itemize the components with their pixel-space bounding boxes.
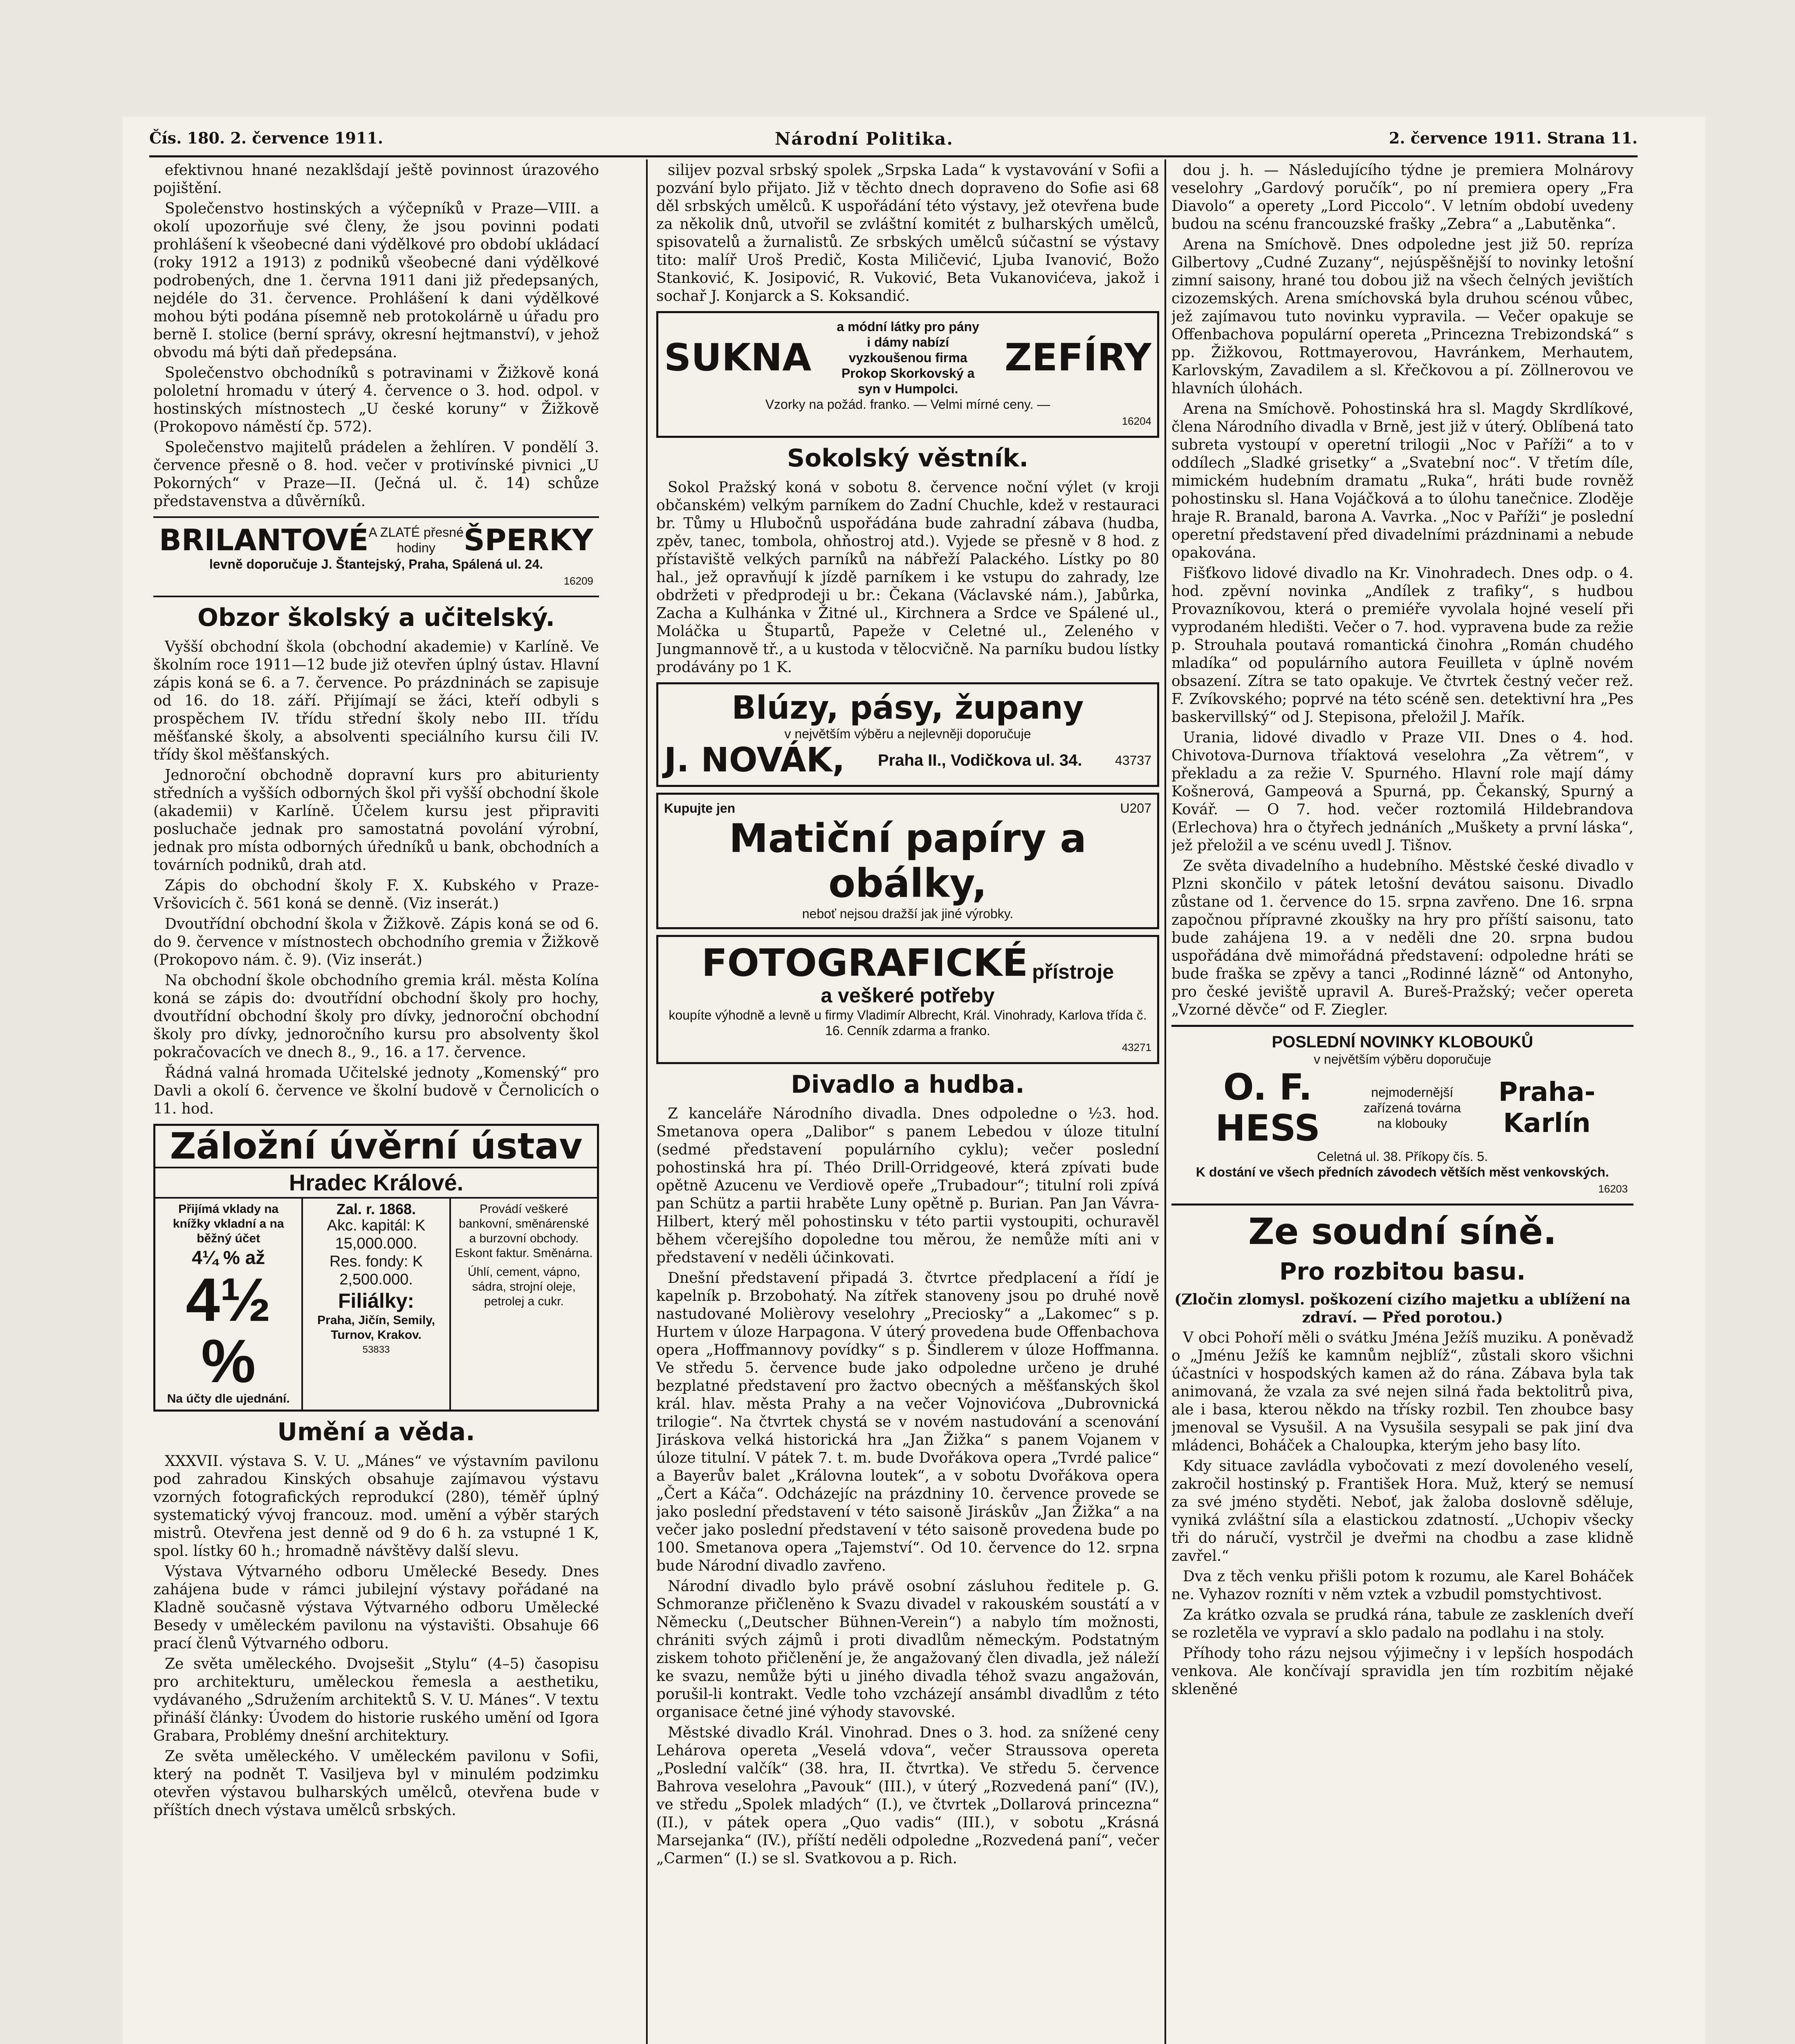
page-header	[149, 129, 1638, 154]
article-headline: Pro rozbitou basu.	[1279, 1257, 1526, 1285]
ad-hess-city: Praha-Karlín	[1498, 1077, 1595, 1139]
ad-foto-line: koupíte výhodně a levně u firmy Vladimír Albrecht, Král. Vinohrady, Karlova třída č. 16. Cenník zdarma a franko.	[669, 1008, 1147, 1038]
article-paragraph: silijev pozval srbský spolek „Srpska Lada“ k vystavování v Sofii a pozvání bylo přijato. Již v těchto dnech dopraveno do Sofie asi 68 děl srbských umělců. K uspořádání této výstavy, jež otevřena bude za několik dnů, utvořil se zvláštní komitét z bulharských umělců, spisovatelů a žurnalistů. Ze srbských umělců súčastní se výstavy tito: malíř Uroš Predič, Kosta Miličević, Ljuba Ivanović, Božo Stanković, K. Josipović, R. Vuković, Beta Vukanovićeva, jakož i sochař J. Konjarck a S. Koksandić.	[656, 162, 1159, 305]
ad-zalozni-accounts: Na účty dle ujednání.	[167, 1392, 290, 1405]
header-rule	[149, 155, 1638, 157]
article-paragraph: Vyšší obchodní škola (obchodní akademie) v Karlíně. Ve školním roce 1911—12 bude již otevřen úplný ústav. Hlavní zápis koná se 6. a 7. července. Po prázdninách se zapisuje od 16. do 18. září. Přijímají se žáci, kteří odbyli s prospěchem IV. třídu střední školy nebo III. třídu měšťanské školy, a absolventi speciálního kursu čili IV. třídy škol měšťanských.	[153, 639, 599, 763]
article-paragraph: efektivnou hnané nezaklšdají ještě povinnost úrazového pojištění.	[153, 162, 599, 197]
ad-code: 16203	[1598, 1183, 1628, 1195]
column-2	[656, 161, 1159, 2044]
ad-zalozni-ustav	[153, 1124, 599, 1412]
ad-foto-title: FOTOGRAFICKÉ	[701, 941, 1028, 985]
ad-sukna-left: SUKNA	[664, 336, 812, 379]
article-paragraph: Výstava Výtvarného odboru Umělecké Besedy. Dnes zahájena bude v rámci jubilejní výstavy pořádané na Kladně současně výstava Výtvarného odboru Umělecké Besedy v uměleckém pavilonu na výstavišti. Obsahuje 66 prací členů Výtvarného odboru.	[153, 1563, 599, 1652]
ad-bluzy	[656, 682, 1159, 787]
article-lede: (Zločin zlomysl. poškození cizího majetku a ublížení na zdraví. — Před porotou.)	[1174, 1291, 1631, 1326]
ad-brilant-line: levně doporučuje J. Štantejský, Praha, Spálená ul. 24.	[209, 557, 543, 572]
ad-code: 16209	[563, 575, 593, 587]
ad-maticni-post: neboť nejsou dražší jak jiné výrobky.	[802, 906, 1014, 921]
ad-maticni	[656, 793, 1159, 929]
ad-bluzy-addr: Praha II., Vodičkova ul. 34.	[877, 751, 1082, 769]
ad-sukna-foot: Vzorky na požád. franko. — Velmi mírné ceny. —	[765, 397, 1050, 412]
column-1	[153, 161, 599, 2044]
ad-foto	[656, 935, 1159, 1064]
ad-hess	[1171, 1025, 1633, 1206]
ad-code: 16204	[1122, 415, 1151, 427]
article-paragraph: Společenstvo hostinských a výčepníků v Praze—VIII. a okolí upozorňuje své členy, že jsou povinni podati prohlášení k všeobecné dani výdělkové pro období ukládací (roky 1912 a 1913) z podniků všeobecné dani výdělkové podrobených, dne 1. června 1911 dani již předepsaných, nejdéle do 31. července. Prohlášení k dani výdělkové mohou býti podána písemně neb protokolárně u úřadu pro berně I. stolice (berní správy, okresní hejtmanství), v jehož obvodu má býti daň předepsána.	[153, 200, 599, 361]
ad-foto-title2: přístroje	[1032, 960, 1114, 983]
ad-zalozni-branches-title: Filiálky:	[338, 1289, 415, 1312]
article-paragraph: Sokol Pražský koná v sobotu 8. července noční výlet (v kroji občanském) velkým parníkem do Zadní Chuchle, kdež v restauraci br. Tůmy u Hlubočnů uspořádána bude zahradní zábava (hudba, zpěv, tanec, tombola, ohňostroj atd.). Vyjede se přesně v 8 hod. z přístaviště velkých parníků na nábřeží Palackého. Lístky po 80 hal., jež opravňují k jízdě parníkem i ke vstupu do zahrady, lze obdržeti v předprodeji u br.: Čekana (Václavské nám.), Jabůrka, Zacha a Kulhánka v Žitné ul., Kirchnera a Srdce ve Spálené ul., Moláčka u Štupartů, Papeže v Celetné ul., Zeleného v Jungmannově tř., a u kustoda v tělocvičně. Na parníku budou lístky prodávány po 1 K.	[656, 479, 1159, 676]
ad-zalozni-col-mid	[303, 1199, 451, 1410]
ad-brilant-right: ŠPERKY	[463, 523, 593, 557]
ad-zalozni-services: Provádí veškeré bankovní, směnárenské a burzovní obchody. Eskont faktur. Směnárna.	[455, 1202, 593, 1260]
ad-sukna-center: a módní látky pro pány i dámy nabízí vyzkoušenou firma Prokop Skorkovský a syn v Humpolci.	[837, 319, 979, 396]
ad-code: 43271	[1122, 1041, 1151, 1053]
ad-zalozni-code: 53833	[362, 1344, 390, 1355]
column-3	[1171, 161, 1633, 2044]
article-paragraph: Dva z těch venku přišli potom k rozumu, ale Karel Boháček ne. Vyhazov rozníti v něm vztek a vzbudil pomstychtivost.	[1171, 1568, 1633, 1603]
article-paragraph: Z kanceláře Národního divadla. Dnes odpoledne o ½3. hod. Smetanova opera „Dalibor“ s panem Lebedou v úloze titulní (sedmé představení populárního cyklu); večer poslední pohostinská hra pí. Théo Drill-Orridgeové, která zpívati bude opětně Azucenu ve Verdiově opeře „Trubadour“; titulní roli zpívá pan Schütz a partii hraběte Luny opětně p. Burian. Pan Jan Vávra-Hilbert, který měl pohostinsku v této partii vystoupiti, ochuravěl během včerejšího dopoledne tou měrou, že nemůže míti ani v představení v neděli účinkovati.	[656, 1105, 1159, 1266]
ad-hess-name: O. F. HESS	[1215, 1066, 1320, 1149]
article-paragraph: V obci Pohoří měli o svátku Jména Ježíš muziku. A poněvadž o „Jménu Ježíš ke kamnům nejblíž“, zůstali skoro všichni účastníci v hospodských kamen až do rána. Zábava byla tak animovaná, že vzala za své nejen silná řada bektolitrů piva, ale i basa, kterou někdo na třísky rozbil. Ten zhoubce basy jmenoval se Vysušil. A na Vysušila sesypali se pak jiní dva mládenci, Boháček a Chaloupka, kterým jeho basy líto.	[1171, 1329, 1633, 1454]
section-heading: Divadlo a hudba.	[791, 1070, 1025, 1099]
ad-brilant-mid: A ZLATÉ přesné hodiny	[368, 525, 464, 555]
ad-hess-top2: v největším výběru doporučuje	[1314, 1052, 1491, 1067]
header-left: Čís. 180. 2. července 1911.	[149, 129, 383, 147]
ad-zalozni-grid	[155, 1199, 597, 1410]
ad-sukna-right: ZEFÍRY	[1004, 336, 1151, 379]
section-heading: Sokolský věstník.	[787, 444, 1029, 473]
section-heading: Obzor školský a učitelský.	[197, 603, 555, 632]
ad-bluzy-line: v největším výběru a nejlevněji doporučuje	[784, 726, 1031, 741]
article-paragraph: Kdy situace zavládla vybočovati z mezí dovoleného veselí, zakročil hostinský p. František Hora. Muž, který se nemusí za své jméno styděti. Neboť, jak žaloba doslovně sděluje, vyniká zvláštní síla a elastickou zdatností. „Uchopiv všecky tři do náručí, vystrčil je dveřmi na chodbu a zase klidně zavřel.“	[1171, 1458, 1633, 1564]
ad-zalozni-title: Záložní úvěrní ústav	[155, 1126, 597, 1168]
article-paragraph: Řádná valná hromada Učitelské jednoty „Komenský“ pro Davli a okolí 6. července ve školní budově v Černolicích o 11. hod.	[153, 1065, 599, 1117]
ad-maticni-title: Matiční papíry a obálky,	[729, 816, 1086, 906]
ad-sukna	[656, 311, 1159, 438]
header-right: 2. července 1911. Strana 11.	[1389, 129, 1638, 147]
ad-hess-addr: Celetná ul. 38. Příkopy čís. 5.	[1317, 1149, 1488, 1164]
article-paragraph: Arena na Smíchově. Pohostinská hra sl. Magdy Skrdlíkové, člena Národního divadla v Brně, jest již v úterý. Oblíbená tato subreta vystoupí v operetní trilogii „Noc v Paříži“ a to v oddílech „Sladké grisetky“ a „Svatební noc“. V třetím díle, mimickém hudebním dramatu „Ruka“, hráti bude rovněž pohostinsku sl. Hana Vojáčková a to úlohu tanečnice. Zloděje hraje R. Branald, barona A. Vavrka. „Noc v Paříži“ je poslední operetní představení před divadelními prázdninami a nebude opakována.	[1171, 401, 1633, 561]
ad-zalozni-city: Hradec Králové.	[155, 1168, 597, 1199]
ad-foto-sub: a veškeré potřeby	[821, 984, 995, 1007]
ad-maticni-pre: Kupujte jen	[664, 801, 736, 816]
ad-code: 43737	[1115, 753, 1151, 768]
ad-zalozni-rate-big: 4½ %	[186, 1265, 271, 1395]
ad-bluzy-firm: J. NOVÁK,	[664, 741, 845, 780]
article-paragraph: Za krátko ozvala se prudká rána, tabule ze zaskleních dveří se rozletěla ve vypraví a sklo padalo na podlahu i na stoly.	[1171, 1607, 1633, 1641]
column-divider-1	[646, 159, 648, 2044]
ad-hess-top: POSLEDNÍ NOVINKY KLOBOUKŮ	[1272, 1033, 1533, 1051]
ad-brilant-left: BRILANTOVÉ	[159, 523, 369, 557]
article-paragraph: Fišťkovo lidové divadlo na Kr. Vinohradech. Dnes odp. o 4. hod. zpěvní novinka „Andílek z trafiky“, s hudbou Provazníkovou, která o premiéře vyvolala hojné veselí při vyprodaném hledišti. Večer o 7. hod. vypravena bude za režie p. Strouhala poutavá romantická činohra „Román chudého mladíka“ od populárního autora Feuilleta v úplně novém obsazení. Zítra se tato opakuje. Ve čtvrtek čestný večer rež. F. Zvíkovského; poprvé na této scéně sen. detektivní hra „Pes baskervillský“ od J. Stepisona, přeložil J. Mařík.	[1171, 565, 1633, 726]
article-paragraph: Ze světa divadelního a hudebního. Městské české divadlo v Plzni skončilo v pátek letošní devátou saisonu. Divadlo zůstane od 1. července do 15. srpna zavřeno. Dne 16. srpna započnou přípravné zkoušky na hry pro příští saisonu, tato bude zahájena 19. a v neděli dne 20. srpna budou uspořádána dvě mimořádná představení: odpoledne hráti se bude fraška se zpěvy a tanci „Rodinné lázně“ od Antonyho, pro české jeviště upravil A. Bureš-Pražský; večer opereta „Vzorné děvče“ od F. Ziegler.	[1171, 858, 1633, 1018]
article-paragraph: dou j. h. — Následujícího týdne je premiera Molnárovy veselohry „Gardový poručík“, po ní premiera opery „Fra Diavolo“ a operety „Lord Piccolo“. V letním období uvedeny budou na scénu francouzské frašky „Zebra“ a „Labutěnka“.	[1171, 162, 1633, 233]
article-paragraph: Společenstvo majitelů prádelen a žehlíren. V pondělí 3. července přesně o 8. hod. večer v protivínské pivnici „U Pokorných“ v Praze—II. (Ječná ul. č. 14) schůze představenstva a důvěrníků.	[153, 439, 599, 510]
article-paragraph: Arena na Smíchově. Dnes odpoledne jest již 50. repríza Gilbertovy „Cudné Zuzany“, nejúspěšnější to novinky letošní zimní saisony, hrané tou dobou již na všech čelných jevištích cizozemských. Arena smíchovská byla druhou scénou vůbec, jež zajímavou tuto novinku vypravila. — Večer opakuje se Offenbachova populární opereta „Princezna Trebizondská“ s pp. Žižkovou, Rottmayerovou, Havránkem, Merhautem, Karlovským, Zavadilem a sl. Křečkovou a pí. Zöllnerovou ve hlavních úlohách.	[1171, 236, 1633, 397]
ad-zalozni-loans: Úhlí, cement, vápno, sádra, strojní oleje, petrolej a cukr.	[467, 1265, 580, 1308]
section-heading: Ze soudní síně.	[1248, 1210, 1557, 1253]
ad-zalozni-reserve: Res. fondy: K 2,500.000.	[329, 1253, 423, 1288]
article-paragraph: Dnešní představení připadá 3. čtvrtce předplacení a řídí je kapelník p. Brzobohatý. Na zítřek stanoveny jsou po druhé nově nastudované Molièrovy veselohry „Preciosky“ a „Lakomec“ s p. Hurtem v úloze Harpagona. V úterý provedena bude Offenbachova opera „Hoffmannovy povídky“ s p. Šindlerem v úloze Hoffmanna. Ve středu 5. července bude jako odpoledne určeno je druhé bezplatné představení pro žactvo obecných a měšťanských škol král. hlav. města Prahy a na večer Vojnovićova „Dubrovnická trilogie“. Na čtvrtek chystá se v novém nastudování a scenování Jiráskova velká historická hra „Jan Žižka“ s panem Vojanem v úloze titulní. V pátek 7. t. m. bude Dvořákova opera „Tvrdé palice“ a Bayerův balet „Královna loutek“, a v sobotu Dvořákova opera „Čert a Káča“. Odcházejíc na prázdniny 10. července provede se jako poslední představení v této saisoně Jiráskův „Jan Žižka“ a na večer jako poslední představení v této saisoně provedena bude po 100. Smetanova opera „Tajemství“. Od 10. července do 12. srpna bude Národní divadlo zavřeno.	[656, 1270, 1159, 1574]
ad-brilant	[153, 516, 599, 597]
masthead-title: Národní Politika.	[775, 129, 954, 149]
article-paragraph: Jednoroční obchodně dopravní kurs pro abiturienty středních a vyšších odborných škol při vyšší obchodní škole (akademii) v Karlíně. Účelem kursu jest připraviti posluchače jednak pro samostatná povolání výrobní, jednak pro místa odborných úředníků u bank, obchodních a továrních podniků, drah atd.	[153, 767, 599, 874]
article-paragraph: Dvoutřídní obchodní škola v Žižkově. Zápis koná se od 6. do 9. července v místnostech obchodního gremia v Žižkově (Prokopovo nám. č. 9). (Viz inserát.)	[153, 916, 599, 968]
article-paragraph: XXXVII. výstava S. V. U. „Mánes“ ve výstavním pavilonu pod zahradou Kinských obsahuje zajímavou výstavu vzorných fotografických reprodukcí (280), téměř úplný systematický vývoj francouz. mod. umění a výběr starých mistrů. Otevřena jest denně od 9 do 6 h. za vstupné 1 K, spol. lístky 60 h.; hromadně návštěvy další slevu.	[153, 1453, 599, 1560]
article-paragraph: Příhody toho rázu nejsou výjimečny i v lepších hospodách venkova. Ale končívají spravidla jen tím rozbitím nějaké skleněné	[1171, 1645, 1633, 1698]
ad-zalozni-founded: Zal. r. 1868.	[336, 1201, 416, 1217]
article-paragraph: Urania, lidové divadlo v Praze VII. Dnes o 4. hod. Chivotova-Durnova tříaktová veselohra „Za větrem“, v překladu a za režie V. Spurného. Hlavní role mají dámy Košnerová, Gampeová a Spurná, pp. Čekanský, Spurný a Kovář. — O 7. hod. večer roztomilá Hildebrandova (Erlechova) hra o čtyřech jednáních „Muškety a první láska“, jež přeložil a ve scénu uvedl J. Tišnov.	[1171, 729, 1633, 854]
article-paragraph: Městské divadlo Král. Vinohrad. Dnes o 3. hod. za snížené ceny Lehárova opereta „Veselá vdova“, večer Straussova opereta „Poslední valčík“ (38. hra, II. čtvrtka). Ve středu 5. července Bahrova veselohra „Pavouk“ (III.), v úterý „Rozvedená paní“ (IV.), ve středu „Spolek mladých“ (I.), ve čtvrtek „Dollarová princezna“ (II.), v pátek opera „Quo vadis“ (III.), v sobotu „Krásná Marsejanka“ (IV.), příští neděli odpoledne „Rozvedená paní“, večer „Carmen“ (I.) se sl. Svatkovou a p. Rich.	[656, 1724, 1159, 1867]
column-divider-2	[1165, 159, 1166, 2044]
ad-code: U207	[1120, 801, 1151, 816]
ad-zalozni-branches: Praha, Jičín, Semily, Turnov, Krakov.	[317, 1313, 435, 1342]
ad-zalozni-deposits: Přijímá vklady na knížky vkladní a na běžný účet	[173, 1202, 284, 1245]
ad-hess-line: K dostání ve všech předních závodech větších měst venkovských.	[1196, 1165, 1609, 1179]
ad-zalozni-rate-small: 4¼ % až	[192, 1247, 265, 1268]
article-paragraph: Národní divadlo bylo právě osobní zásluhou ředitele p. G. Schmoranze přičleněno k Svazu divadel v rakouském soustátí a v Německu („Deutscher Bühnen-Verein“) a nabylo tím možnosti, chrániti svých zájmů i proti divadlům německým. Podstatným ziskem tohoto přičlenění je, že angažovaný člen divadla, jež náleží ke svazu, nemůže býti u jiného divadla téhož svazu angažován, porušil-li kontrakt. Vedle toho vzcházejí ansámbl divadlům z této organisace četné jiné výhody stavovské.	[656, 1578, 1159, 1721]
article-paragraph: Ze světa uměleckého. V uměleckém pavilonu v Sofii, který na podnět T. Vasiljeva byl v minulém podzimku otevřen výstavou bulharských umělců, otevřena bude v příštích dnech výstava umělců srbských.	[153, 1748, 599, 1819]
article-paragraph: Zápis do obchodní školy F. X. Kubského v Praze-Vršovicích č. 561 koná se denně. (Viz inserát.)	[153, 877, 599, 912]
ad-zalozni-capital: Akc. kapitál: K 15,000.000.	[327, 1217, 426, 1252]
ad-bluzy-title: Blúzy, pásy, župany	[731, 690, 1084, 726]
ad-zalozni-col-right	[451, 1199, 597, 1410]
article-paragraph: Na obchodní škole obchodního gremia král. města Kolína koná se zápis do: dvoutřídní obchodní školy pro hochy, dvoutřídní obchodní školy pro dívky, jednoroční obchodní školy pro dívky, jednoročního kursu pro absolventy škol pokračovacích ve dnech 8., 9., 16. a 17. července.	[153, 972, 599, 1061]
article-paragraph: Ze světa uměleckého. Dvojsešit „Stylu“ (4–5) časopisu pro architekturu, uměleckou řemesla a aesthetiku, vydávaného „Sdružením architektů S. V. U. Mánes“. V textu přináší články: Úvodem do historie ruského umění od Igora Grabara, Problémy dnešní architektury.	[153, 1656, 599, 1744]
article-paragraph: Společenstvo obchodníků s potravinami v Žižkově koná pololetní hromadu v úterý 4. července o 3. hod. odpol. v hostinských místnostech „U české koruny“ v Žižkově (Prokopovo náměstí čp. 572).	[153, 365, 599, 435]
ad-hess-factory: nejmodernější zařízená továrna na klobouky	[1363, 1085, 1461, 1131]
ad-zalozni-col-left	[155, 1199, 303, 1410]
section-heading: Umění a věda.	[277, 1418, 475, 1446]
